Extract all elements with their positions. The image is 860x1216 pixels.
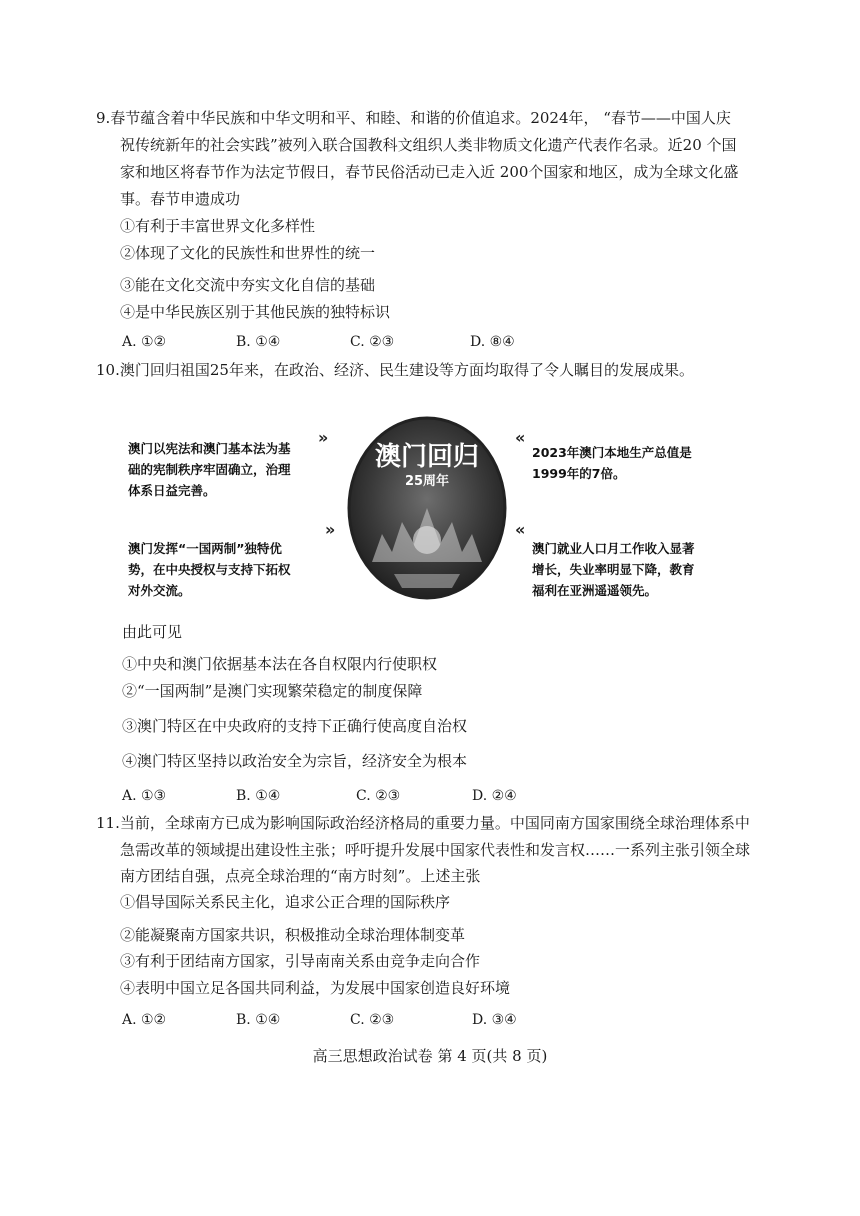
q11-statement-3: ③有利于团结南方国家，引导南南关系由竞争走向合作 bbox=[120, 952, 481, 970]
q11-option-c[interactable]: C. ②③ bbox=[350, 1012, 395, 1028]
q11-stem-line-1: 11.当前，全球南方已成为影响国际政治经济格局的重要力量。中国同南方国家围绕全球治理体系中 bbox=[96, 814, 750, 832]
q10-statement-3: ③澳门特区在中央政府的支持下正确行使高度自治权 bbox=[122, 717, 468, 735]
q10-option-d[interactable]: D. ②④ bbox=[472, 788, 517, 804]
info-text: 础的宪制秩序牢固确立，治理 bbox=[128, 462, 291, 477]
q9-statement-1: ①有利于丰富世界文化多样性 bbox=[120, 217, 316, 235]
info-bottom-left bbox=[128, 538, 291, 601]
q9-options bbox=[122, 332, 515, 352]
oval-title: 澳门回归 bbox=[374, 442, 479, 472]
q11-stem-line-2: 急需改革的领域提出建设性主张；呼吁提升发展中国家代表性和发言权……一系列主张引领全球 bbox=[120, 841, 751, 859]
q9-option-d[interactable]: D. ⑧④ bbox=[470, 334, 515, 350]
info-text: 澳门以宪法和澳门基本法为基 bbox=[128, 441, 291, 456]
info-top-right bbox=[532, 442, 692, 484]
q9-statement-3: ③能在文化交流中夯实文化自信的基础 bbox=[120, 276, 376, 294]
info-text: 势，在中央授权与支持下拓权 bbox=[128, 562, 291, 577]
macau-infographic bbox=[120, 412, 730, 602]
q11-stem-line-3: 南方团结自强，点亮全球治理的“南方时刻”。上述主张 bbox=[120, 867, 481, 885]
info-top-left bbox=[128, 438, 291, 501]
info-text: 体系日益完善。 bbox=[128, 483, 216, 498]
q10-statement-2: ②“一国两制”是澳门实现繁荣稳定的制度保障 bbox=[122, 682, 423, 700]
q9-statement-2: ②体现了文化的民族性和世界性的统一 bbox=[120, 244, 376, 262]
oval-subtitle: 25周年 bbox=[404, 474, 450, 489]
q10-lead: 由此可见 bbox=[122, 623, 183, 641]
arrow-left-icon: « bbox=[515, 428, 526, 447]
arrow-left-icon: « bbox=[515, 520, 526, 539]
q9-stem-line-1: 9.春节蕴含着中华民族和中华文明和平、和睦、和谐的价值追求。2024年， “春节——中国人庆 bbox=[96, 109, 731, 127]
q10-stem: 10.澳门回归祖国25年来，在政治、经济、民生建设等方面均取得了令人瞩目的发展成果。 bbox=[96, 361, 694, 379]
q9-statement-4: ④是中华民族区别于其他民族的独特标识 bbox=[120, 303, 391, 321]
page-footer: 高三思想政治试卷 第 4 页(共 8 页) bbox=[312, 1047, 548, 1065]
q11-option-a[interactable]: A. ①② bbox=[122, 1012, 167, 1028]
q10-options bbox=[122, 786, 517, 806]
q11-option-d[interactable]: D. ③④ bbox=[472, 1012, 517, 1028]
macau-oval-image bbox=[342, 412, 512, 602]
q9-option-b[interactable]: B. ①④ bbox=[236, 334, 281, 350]
q10-statement-4: ④澳门特区坚持以政治安全为宗旨，经济安全为根本 bbox=[122, 752, 468, 770]
info-text: 2023年澳门本地生产总值是 bbox=[532, 445, 692, 460]
q10-statement-1: ①中央和澳门依据基本法在各自权限内行使职权 bbox=[122, 655, 438, 673]
q9-stem-line-3: 家和地区将春节作为法定节假日，春节民俗活动已走入近 200个国家和地区，成为全球文化盛 bbox=[120, 163, 739, 181]
info-text: 对外交流。 bbox=[128, 583, 191, 598]
q11-statement-4: ④表明中国立足各国共同利益，为发展中国家创造良好环境 bbox=[120, 979, 511, 997]
q10-option-b[interactable]: B. ①④ bbox=[236, 788, 281, 804]
info-text: 澳门就业人口月工作收入显著 bbox=[532, 541, 695, 556]
q10-option-a[interactable]: A. ①③ bbox=[122, 788, 167, 804]
q11-statement-2: ②能凝聚南方国家共识，积极推动全球治理体制变革 bbox=[120, 926, 466, 944]
info-text: 1999年的7倍。 bbox=[532, 466, 626, 481]
info-text: 增长，失业率明显下降，教育 bbox=[532, 562, 695, 577]
info-text: 澳门发挥“一国两制”独特优 bbox=[128, 541, 282, 556]
arrow-right-icon: » bbox=[325, 520, 336, 539]
q9-stem-line-2: 祝传统新年的社会实践”被列入联合国教科文组织人类非物质文化遗产代表作名录。近20 个国 bbox=[120, 136, 737, 154]
q11-option-b[interactable]: B. ①④ bbox=[236, 1012, 281, 1028]
q11-statement-1: ①倡导国际关系民主化，追求公正合理的国际秩序 bbox=[120, 893, 451, 911]
q9-stem-line-4: 事。春节申遗成功 bbox=[120, 190, 241, 208]
info-text: 福利在亚洲遥遥领先。 bbox=[532, 583, 658, 598]
q10-option-c[interactable]: C. ②③ bbox=[356, 788, 401, 804]
q11-options bbox=[122, 1010, 517, 1030]
arrow-right-icon: » bbox=[318, 428, 329, 447]
info-bottom-right bbox=[532, 538, 695, 601]
q9-option-c[interactable]: C. ②③ bbox=[350, 334, 395, 350]
q9-option-a[interactable]: A. ①② bbox=[122, 334, 167, 350]
